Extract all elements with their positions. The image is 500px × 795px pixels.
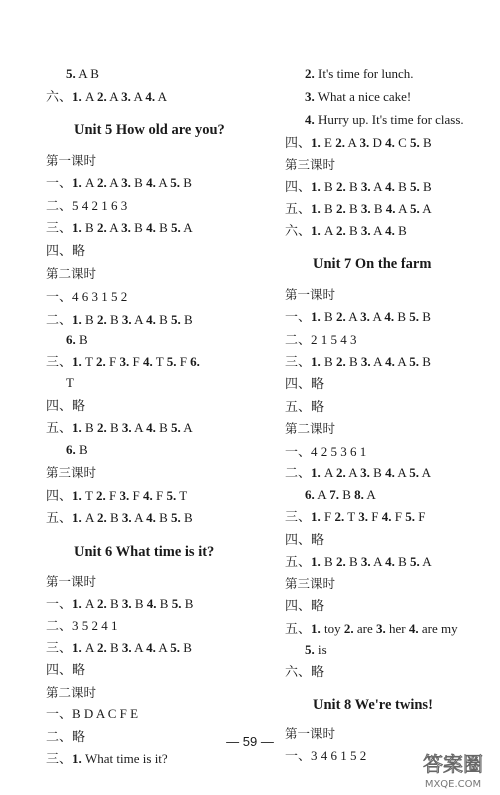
answer-line: 四、1. E 2. A 3. D 4. C 5. B bbox=[285, 135, 432, 150]
lesson-label: 第三课时 bbox=[46, 465, 97, 480]
answer-line: 六、略 bbox=[285, 664, 325, 679]
answer-line: 5. A B bbox=[66, 66, 99, 81]
answer-line: 6. A 7. B 8. A bbox=[305, 487, 376, 502]
answer-line: 一、B D A C F E bbox=[46, 706, 139, 721]
unit-heading: Unit 6 What time is it? bbox=[74, 544, 215, 560]
lesson-label: 第三课时 bbox=[285, 576, 336, 591]
watermark-text: 答案圈 bbox=[423, 752, 483, 776]
watermark-url: MXQE.COM bbox=[424, 779, 482, 790]
answer-line: 四、略 bbox=[285, 376, 325, 391]
answer-line: 五、1. B 2. B 3. B 4. A 5. A bbox=[285, 201, 432, 216]
lesson-label: 第二课时 bbox=[285, 421, 336, 436]
answer-line: 四、略 bbox=[46, 662, 86, 677]
answer-line: 5. is bbox=[305, 642, 327, 657]
unit-heading: Unit 8 We're twins! bbox=[313, 697, 433, 713]
answer-line: 五、1. B 2. B 3. A 4. B 5. A bbox=[46, 420, 193, 435]
answer-line: 三、1. A 2. B 3. A 4. A 5. B bbox=[46, 640, 192, 655]
answer-line: 6. B bbox=[66, 332, 88, 347]
answer-line: 二、5 4 2 1 6 3 bbox=[46, 198, 128, 213]
answer-line: 六、1. A 2. B 3. A 4. B bbox=[285, 223, 407, 238]
answer-line: 一、1. B 2. A 3. A 4. B 5. B bbox=[285, 309, 431, 324]
answer-line: 二、1. B 2. B 3. A 4. B 5. B bbox=[46, 312, 193, 327]
lesson-label: 第一课时 bbox=[285, 726, 336, 741]
answer-line: 五、1. A 2. B 3. A 4. B 5. B bbox=[46, 510, 193, 525]
watermark-logo bbox=[410, 747, 496, 791]
page-number: — 59 — bbox=[226, 734, 274, 749]
answer-line: 一、1. A 2. B 3. B 4. B 5. B bbox=[46, 596, 194, 611]
answer-line: 四、1. T 2. F 3. F 4. F 5. T bbox=[46, 488, 188, 503]
answer-line: 二、略 bbox=[46, 729, 86, 744]
answer-line: 五、1. B 2. B 3. A 4. B 5. A bbox=[285, 554, 432, 569]
answer-line: 二、1. A 2. A 3. B 4. A 5. A bbox=[285, 465, 431, 480]
answer-line: 三、1. F 2. T 3. F 4. F 5. F bbox=[285, 509, 426, 524]
lesson-label: 第一课时 bbox=[285, 287, 336, 302]
answer-line: 一、4 6 3 1 5 2 bbox=[46, 289, 128, 304]
answer-line: 4. Hurry up. It's time for class. bbox=[305, 112, 464, 127]
answer-line: T bbox=[66, 375, 74, 390]
answer-line: 3. What a nice cake! bbox=[305, 89, 412, 104]
lesson-label: 第二课时 bbox=[46, 266, 97, 281]
answer-line: 二、2 1 5 4 3 bbox=[285, 332, 357, 347]
answer-line: 三、1. B 2. A 3. B 4. B 5. A bbox=[46, 220, 193, 235]
answer-line: 四、1. B 2. B 3. A 4. B 5. B bbox=[285, 179, 432, 194]
unit-heading: Unit 5 How old are you? bbox=[74, 122, 225, 138]
answer-line: 四、略 bbox=[46, 243, 86, 258]
answer-line: 四、略 bbox=[285, 598, 325, 613]
lesson-label: 第三课时 bbox=[285, 157, 336, 172]
answer-line: 五、1. toy 2. are 3. her 4. are my bbox=[285, 621, 458, 636]
answer-line: 四、略 bbox=[46, 398, 86, 413]
answer-line: 五、略 bbox=[285, 399, 325, 414]
lesson-label: 第二课时 bbox=[46, 685, 97, 700]
answer-line: 三、1. What time is it? bbox=[46, 751, 168, 766]
answer-line: 一、4 2 5 3 6 1 bbox=[285, 444, 367, 459]
answer-line: 六、1. A 2. A 3. A 4. A bbox=[46, 89, 168, 104]
answer-line: 三、1. B 2. B 3. A 4. A 5. B bbox=[285, 354, 431, 369]
answer-line: 一、1. A 2. A 3. B 4. A 5. B bbox=[46, 175, 192, 190]
lesson-label: 第一课时 bbox=[46, 153, 97, 168]
answer-line: 一、3 4 6 1 5 2 bbox=[285, 748, 367, 763]
answer-line: 2. It's time for lunch. bbox=[305, 66, 414, 81]
answer-line: 二、3 5 2 4 1 bbox=[46, 618, 118, 633]
answer-line: 三、1. T 2. F 3. F 4. T 5. F 6. bbox=[46, 354, 200, 369]
answer-line: 6. B bbox=[66, 442, 88, 457]
answer-line: 四、略 bbox=[285, 532, 325, 547]
unit-heading: Unit 7 On the farm bbox=[313, 256, 432, 272]
lesson-label: 第一课时 bbox=[46, 574, 97, 589]
